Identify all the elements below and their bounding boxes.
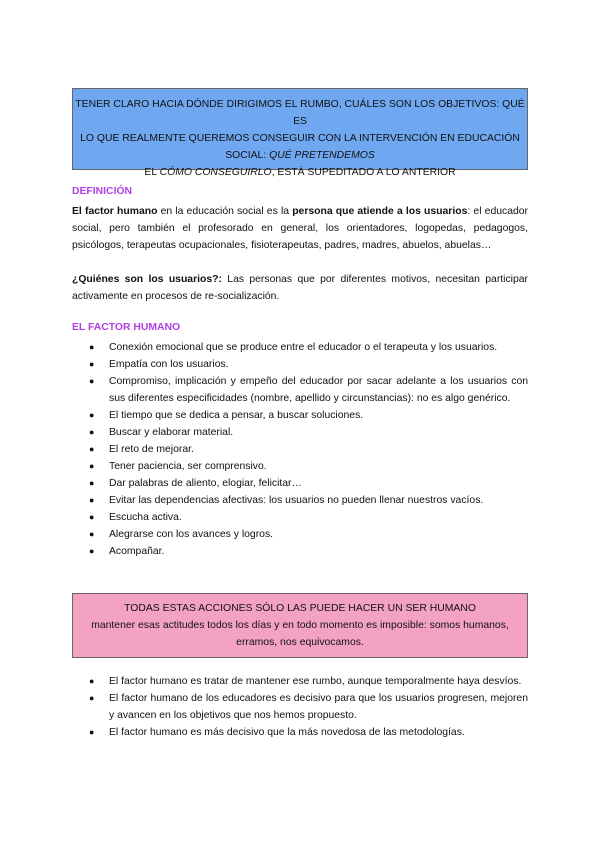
callout-line-3-prefix: SOCIAL: bbox=[225, 150, 270, 161]
list-item: ● Escucha activa. bbox=[72, 509, 528, 526]
bullet-icon: ● bbox=[89, 461, 95, 471]
bullet-icon: ● bbox=[89, 478, 95, 488]
pink-callout-line-1: TODAS ESTAS ACCIONES SÓLO LAS PUEDE HACER UN SER HUMANO bbox=[124, 603, 476, 614]
definicion-text-1: en la educación social es la bbox=[157, 206, 293, 217]
final-list bbox=[72, 673, 528, 741]
usuarios-question-bold: ¿Quiénes son los usuarios?: bbox=[72, 274, 222, 285]
bullet-icon: ● bbox=[89, 529, 95, 539]
list-item: ● Alegrarse con los avances y logros. bbox=[72, 526, 528, 543]
callout-line-3 bbox=[73, 147, 527, 164]
list-item: ● El tiempo que se dedica a pensar, a buscar soluciones. bbox=[72, 407, 528, 424]
list-item: ● Empatía con los usuarios. bbox=[72, 356, 528, 373]
definicion-paragraph bbox=[72, 203, 528, 254]
bullet-icon: ● bbox=[89, 444, 95, 454]
list-item: ● Compromiso, implicación y empeño del educador por sacar adelante a los usuarios con sus diferentes especificidades (nombre, apellido y circunstancias): no es algo genérico. bbox=[72, 373, 528, 407]
usuarios-paragraph bbox=[72, 271, 528, 305]
bullet-icon: ● bbox=[89, 727, 95, 737]
callout-line-4-prefix: EL bbox=[144, 167, 160, 178]
callout-line-3-italic: QUÉ PRETENDEMOS bbox=[269, 150, 375, 161]
objectives-callout-box bbox=[72, 88, 528, 178]
factor-humano-list bbox=[72, 339, 528, 560]
pink-callout-line-3: erramos, nos equivocamos. bbox=[236, 637, 364, 648]
bullet-icon: ● bbox=[89, 427, 95, 437]
callout-line-4-suffix: , ESTÁ SUPEDITADO A LO ANTERIOR bbox=[271, 167, 456, 178]
callout-line-2: LO QUE REALMENTE QUEREMOS CONSEGUIR CON LA INTERVENCIÓN EN EDUCACIÓN bbox=[80, 133, 520, 144]
bullet-icon: ● bbox=[89, 359, 95, 369]
bullet-icon: ● bbox=[89, 376, 95, 386]
bullet-icon: ● bbox=[89, 495, 95, 505]
factor-humano-bold: El factor humano bbox=[72, 206, 158, 217]
factor-humano-heading: EL FACTOR HUMANO bbox=[72, 322, 181, 333]
bullet-icon: ● bbox=[89, 512, 95, 522]
bullet-icon: ● bbox=[89, 676, 95, 686]
list-item: ● Tener paciencia, ser comprensivo. bbox=[72, 458, 528, 475]
human-actions-callout-box bbox=[72, 593, 528, 658]
list-item: ● Dar palabras de aliento, elogiar, felicitar… bbox=[72, 475, 528, 492]
list-item: ● El factor humano es más decisivo que la más novedosa de las metodologías. bbox=[72, 724, 528, 741]
persona-bold: persona que atiende a los usuarios bbox=[292, 206, 468, 217]
bullet-icon: ● bbox=[89, 410, 95, 420]
list-item: ● Conexión emocional que se produce entre el educador o el terapeuta y los usuarios. bbox=[72, 339, 528, 356]
callout-line-1: TENER CLARO HACIA DÓNDE DIRIGIMOS EL RUMBO, CUÁLES SON LOS OBJETIVOS: QUÉ ES bbox=[75, 99, 525, 127]
definicion-text-2: : el educador social, pero también el profesorado en general, los orientadores, logopedas, pedagogos, psicólogos, terapeutas ocupacionales, fisioterapeutas, padres, madres, abuelos, abuelas… bbox=[72, 206, 528, 251]
bullet-icon: ● bbox=[89, 546, 95, 556]
usuarios-answer-text: Las personas que por diferentes motivos, necesitan participar activamente en procesos de re-socialización. bbox=[72, 274, 528, 302]
list-item: ● Buscar y elaborar material. bbox=[72, 424, 528, 441]
list-item: ● Evitar las dependencias afectivas: los usuarios no pueden llenar nuestros vacíos. bbox=[72, 492, 528, 509]
callout-line-4-italic: CÓMO CONSEGUIRLO bbox=[159, 167, 272, 178]
list-item: ● Acompañar. bbox=[72, 543, 528, 560]
definicion-heading: DEFINICIÓN bbox=[72, 186, 133, 197]
pink-callout-line-2: mantener esas actitudes todos los días y en todo momento es imposible: somos humanos, bbox=[91, 620, 509, 631]
list-item: ● El factor humano es tratar de mantener ese rumbo, aunque temporalmente haya desvíos. bbox=[72, 673, 528, 690]
bullet-icon: ● bbox=[89, 342, 95, 352]
list-item: ● El factor humano de los educadores es decisivo para que los usuarios progresen, mejoren y avancen en los objetivos que nos hemos propuesto. bbox=[72, 690, 528, 724]
list-item: ● El reto de mejorar. bbox=[72, 441, 528, 458]
callout-line-4 bbox=[73, 164, 527, 181]
bullet-icon: ● bbox=[89, 693, 95, 703]
